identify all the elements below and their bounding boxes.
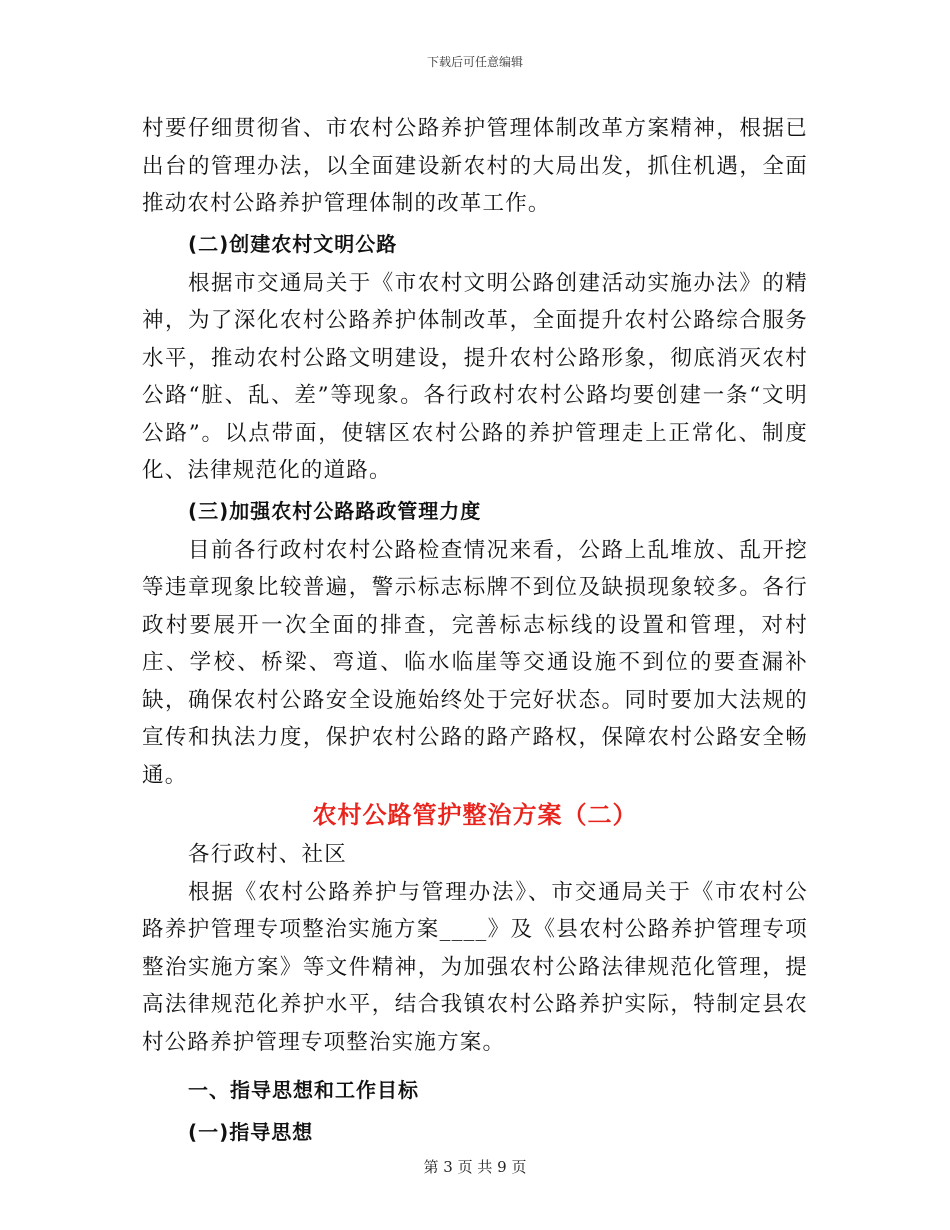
addressee-line: 各行政村、社区 xyxy=(188,842,347,867)
subheading-civilized-road: (二)创建农村文明公路 xyxy=(188,231,398,256)
heading-guiding-thought-and-goals: 一、指导思想和工作目标 xyxy=(188,1078,419,1102)
paragraph-continuation: 村要仔细贯彻省、市农村公路养护管理体制改革方案精神，根据已出台的管理办法，以全面建设新农村的大局出发，抓住机遇，全面推动农村公路养护管理体制的改革工作。 xyxy=(142,116,808,216)
subheading-road-administration: (三)加强农村公路路政管理力度 xyxy=(188,498,482,523)
paragraph-civilized-road: 根据市交通局关于《市农村文明公路创建活动实施办法》的精神，为了深化农村公路养护体制改革，全面提升农村公路综合服务水平，推动农村公路文明建设，提升农村公路形象，彻底消灭农村公路“脏、乱、差”等现象。各行政村农村公路均要创建一条“文明公路”。以点带面，使辖区农村公路的养护管理走上正常化、制度化、法律规范化的道路。 xyxy=(142,270,808,483)
page-number-footer: 第 3 页 共 9 页 xyxy=(423,1158,527,1176)
paragraph-basis: 根据《农村公路养护与管理办法》、市交通局关于《市农村公路养护管理专项整治实施方案____》及《县农村公路养护管理专项整治实施方案》等文件精神，为加强农村公路法律规范化管理，提高法律规范化养护水平，结合我镇农村公路养护实际，特制定县农村公路养护管理专项整治实施方案。 xyxy=(142,879,808,1055)
section-title: 农村公路管护整治方案（二） xyxy=(312,801,638,829)
document-body xyxy=(142,110,808,1153)
page-header-note: 下载后可任意编辑 xyxy=(426,55,523,69)
paragraph-road-administration: 目前各行政村农村公路检查情况来看，公路上乱堆放、乱开挖等违章现象比较普遍，警示标志标牌不到位及缺损现象较多。各行政村要展开一次全面的排查，完善标志标线的设置和管理，对村庄、学校、桥梁、弯道、临水临崖等交通设施不到位的要查漏补缺，确保农村公路安全设施始终处于完好状态。同时要加大法规的宣传和执法力度，保护农村公路的路产路权，保障农村公路安全畅通。 xyxy=(142,537,808,788)
subheading-guiding-thought: (一)指导思想 xyxy=(188,1120,314,1144)
